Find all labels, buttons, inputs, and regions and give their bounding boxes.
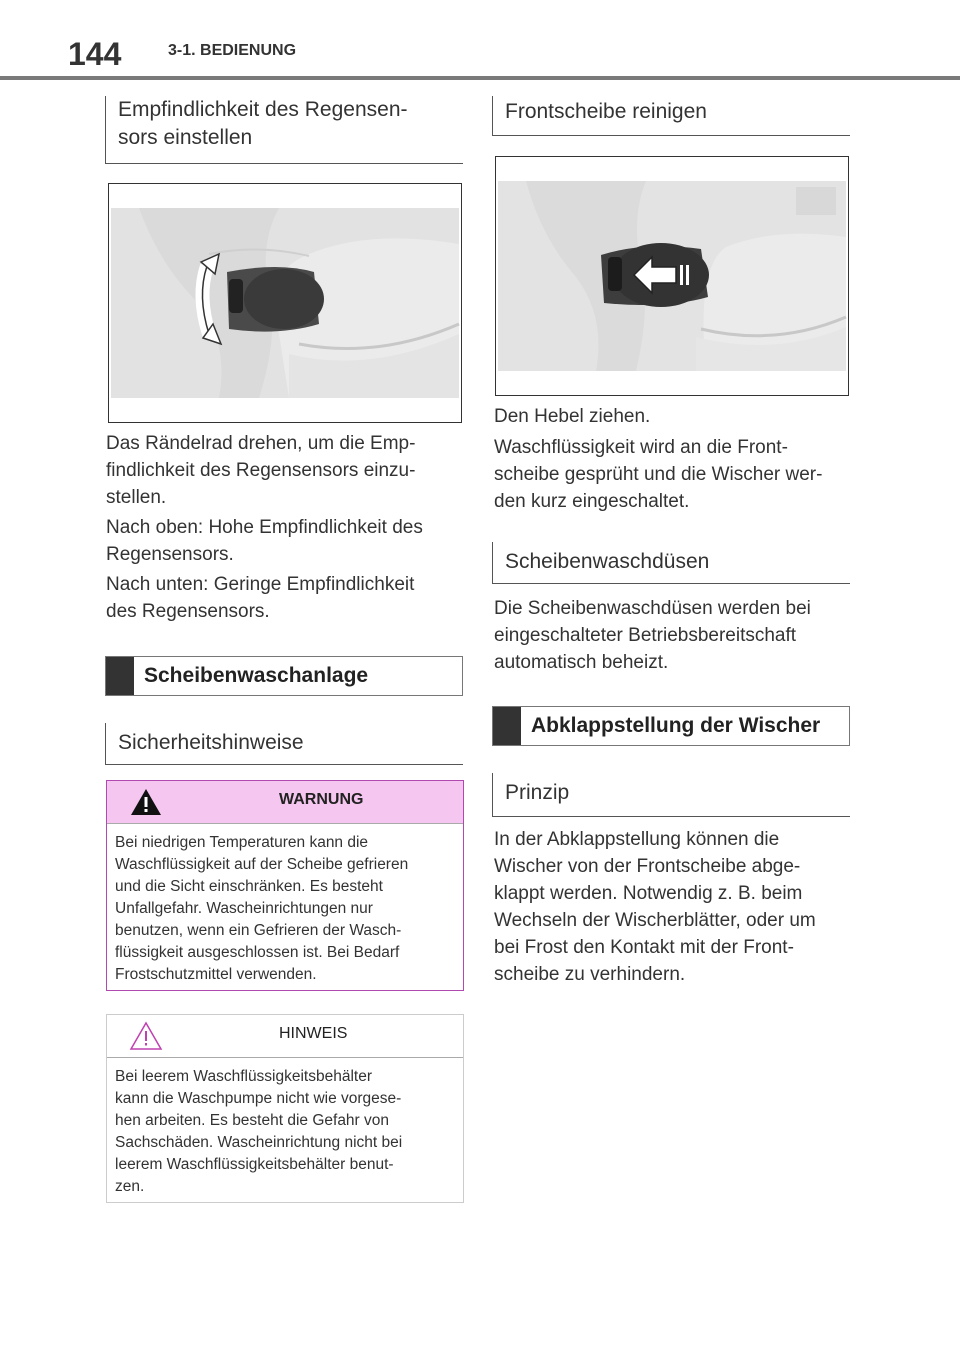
heading-safety: Sicherheitshinweise [105,723,463,765]
section-title: Scheibenwaschanlage [144,664,369,687]
notice-text: Bei leerem Waschflüssigkeitsbehälter kann die Waschpumpe nicht wie vorgese- hen arbeiten. Es besteht die Gefahr von Sachschäden. Wascheinrichtung nicht bei leerem Waschflüssigkeitsbehälter benut- zen. [115,1068,403,1195]
section-scheibenwaschanlage [105,656,463,696]
notice-box [106,1014,464,1203]
figure-rain-sensor-dial [108,183,462,423]
warning-text: Bei niedrigen Temperaturen kann die Waschflüssigkeit auf der Scheibe gefrieren und die Sicht einschränken. Es besteht Unfallgefahr. Wascheinrichtungen nur benutzen, wenn ein Gefrieren der Wasch- flüssigkeit ausgeschlossen ist. Bei Bedarf Frostschutzmittel verwenden. [115,834,409,983]
right-para-1: Den Hebel ziehen. [494,406,651,427]
warning-header [107,781,463,824]
heading-washer-nozzles: Scheibenwaschdüsen [492,542,850,584]
section-label: 3-1. BEDIENUNG [168,42,297,59]
page-number: 144 [68,36,122,72]
heading-sensitivity: Empfindlichkeit des Regensen- sors einstellen [105,96,463,164]
right-para-2: Waschflüssigkeit wird an die Front- scheibe gesprüht und die Wischer wer- den kurz eingeschaltet. [494,437,823,512]
section-title: Abklappstellung der Wischer [531,714,821,737]
right-para-4: In der Abklappstellung können die Wischer von der Frontscheibe abge- klappt werden. Notwendig z. B. beim Wechseln der Wischerblätter, oder um bei Frost den Kontakt mit der Front- scheibe zu verhindern. [494,829,816,985]
section-bar [493,707,521,745]
left-para-3: Nach unten: Geringe Empfindlichkeit des Regensensors. [106,574,415,622]
header-rule [0,76,960,80]
section-abklappstellung [492,706,850,746]
warning-title: WARNUNG [279,791,364,808]
heading-clean-windshield: Frontscheibe reinigen [492,96,850,136]
right-para-3: Die Scheibenwaschdüsen werden bei eingeschalteter Betriebsbereitschaft automatisch beheizt. [494,598,811,673]
figure-washer-lever [495,156,849,396]
heading-principle: Prinzip [492,773,850,817]
notice-header [107,1015,463,1058]
warning-box [106,780,464,991]
section-bar [106,657,134,695]
notice-triangle-icon [129,1021,163,1051]
left-para-2: Nach oben: Hohe Empfindlichkeit des Regensensors. [106,517,423,565]
notice-title: HINWEIS [279,1025,348,1042]
warning-triangle-icon [129,787,163,817]
page-header [0,0,960,80]
left-para-1: Das Rändelrad drehen, um die Emp- findlichkeit des Regensensors einzu- stellen. [106,433,416,508]
